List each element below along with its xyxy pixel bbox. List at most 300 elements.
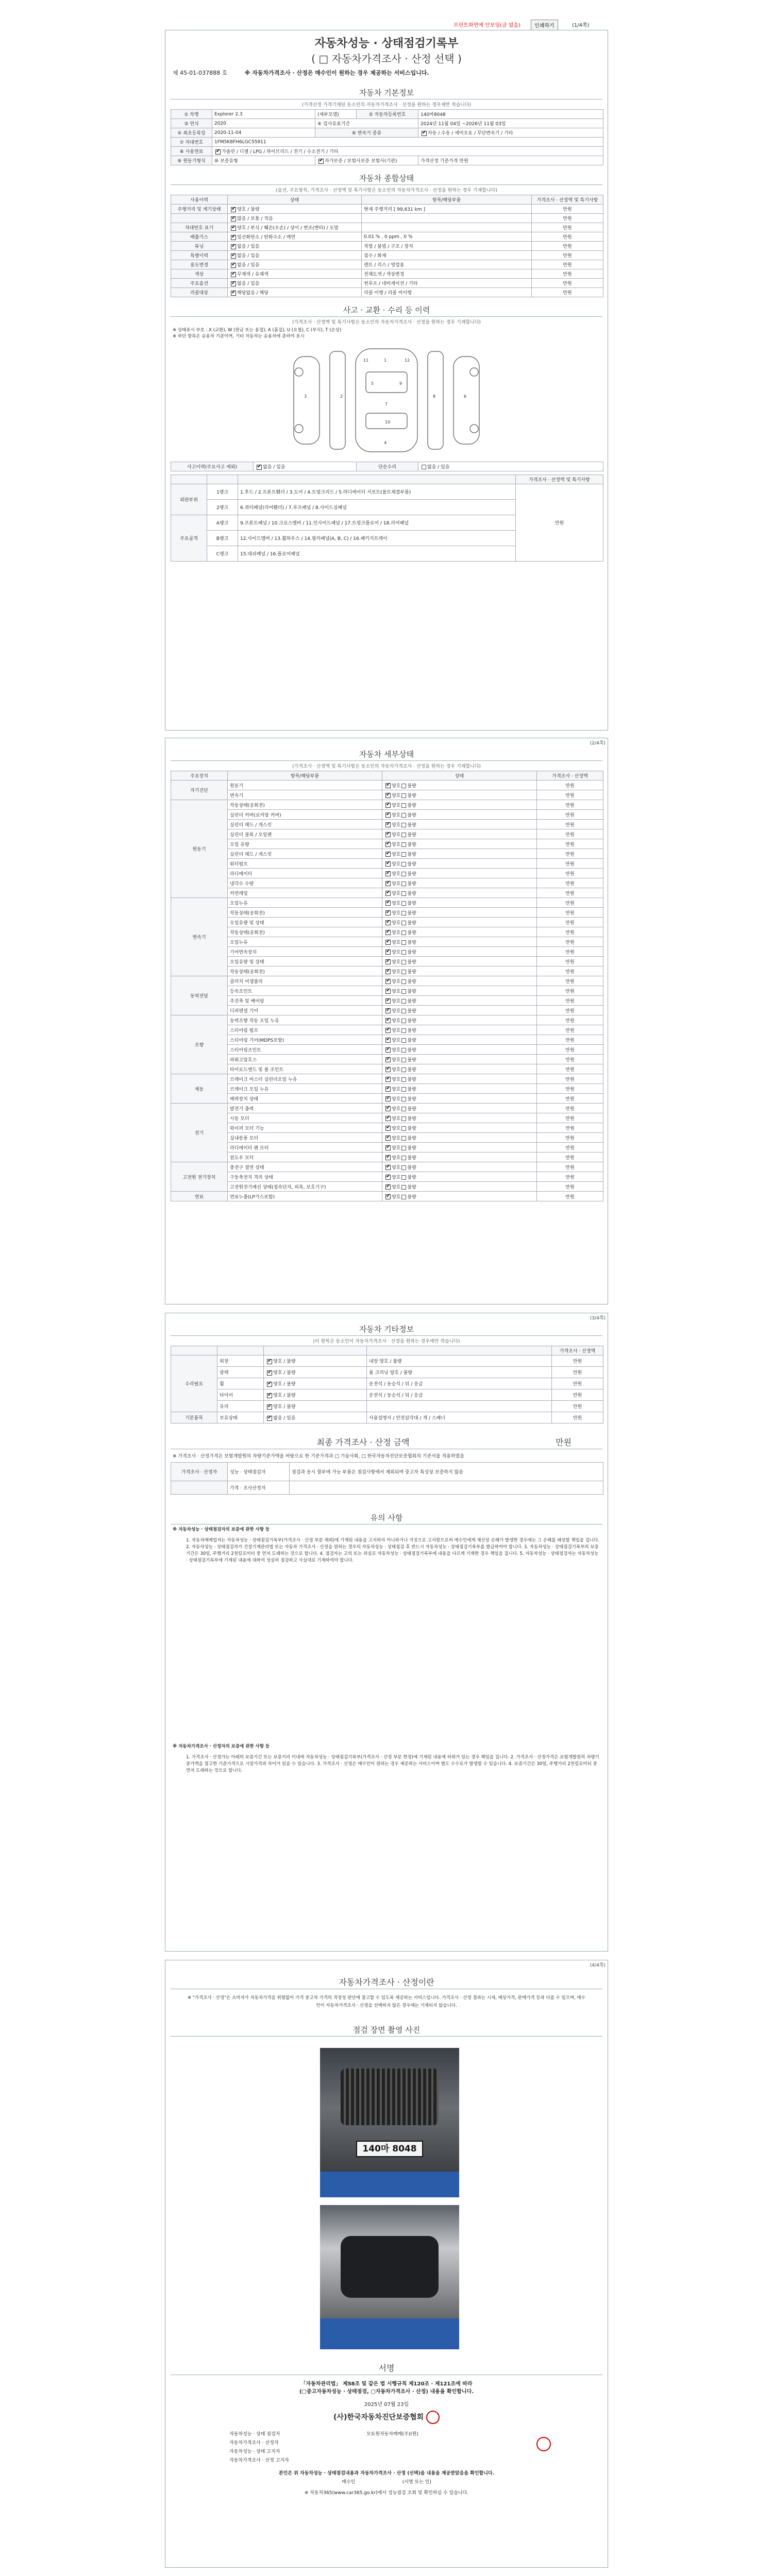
check-icon: [385, 1184, 391, 1190]
state-text: 많음 / 보통 / 적음: [237, 216, 273, 222]
check-icon: [385, 1096, 391, 1101]
box-icon: [401, 1165, 406, 1170]
state-text: 없음 / 있음: [237, 253, 260, 259]
state-text: 불량: [407, 1184, 416, 1190]
check-icon: [231, 207, 236, 212]
table-cell: [382, 986, 537, 996]
final-price-section: [165, 1434, 608, 1495]
table-cell: 주요골격: [171, 515, 207, 562]
table-cell: 2024년 11월 04일 ~2026년 11월 03일: [418, 119, 603, 128]
box-icon: [401, 1067, 406, 1072]
car-body-shape: [341, 2236, 439, 2298]
check-icon: [231, 272, 236, 277]
table-cell: 만원: [537, 976, 603, 986]
table-cell: [382, 937, 537, 947]
check-icon: [231, 291, 236, 296]
table-row: [171, 781, 603, 790]
table-cell: 만원: [532, 288, 603, 297]
table-row: [171, 1084, 603, 1094]
state-text: 불량: [407, 1194, 416, 1200]
accident-section: [165, 302, 608, 562]
table-cell: ⑤ 최초등록일: [171, 128, 212, 138]
table-cell: [367, 1401, 552, 1412]
check-icon: [385, 1155, 391, 1160]
table-header: 가격조사 · 산정액 및 특기사항: [532, 195, 603, 205]
table-cell: [212, 147, 603, 156]
check-icon: [385, 1077, 391, 1082]
diagram-label: 3: [304, 394, 307, 399]
table-cell: [382, 1113, 537, 1123]
check-icon: [231, 226, 236, 231]
table-cell: 12.사이드멤버 / 13.휠하우스 / 14.필러패널(A, B, C) / 16.패키지트레이: [238, 531, 516, 546]
box-icon: [401, 960, 406, 964]
table-cell: ④ 검사유효기간: [315, 119, 418, 128]
box-icon: [401, 1195, 406, 1199]
table-cell: 리콜대상: [171, 288, 228, 297]
check-icon: [385, 1047, 391, 1053]
table-cell: 만원: [537, 1123, 603, 1133]
state-text: 불량: [407, 979, 416, 985]
notes-head-1: ※ 자동차성능 · 상태점검자의 보증에 관한 사항 등: [173, 1527, 270, 1532]
table-cell: 만원: [532, 260, 603, 269]
table-cell: 운전석 / 동승석 / 뒤 / 응급: [367, 1378, 552, 1389]
table-cell: 스티어링 기어(MDPS포함): [228, 1035, 382, 1045]
table-cell: 용도변경: [171, 260, 228, 269]
table-cell: 작동상태(공회전): [228, 927, 382, 937]
state-text: 양호: [392, 812, 401, 818]
table-row: [171, 790, 603, 800]
accident-state-table: [171, 462, 603, 471]
check-icon: [385, 852, 391, 857]
table-cell: 만원: [537, 1055, 603, 1064]
table-cell: [382, 1104, 537, 1113]
table-cell: 만원: [552, 1412, 603, 1423]
state-text: 양호: [392, 969, 401, 975]
price-info-section: [165, 1974, 608, 2015]
table-header-row: [171, 195, 603, 205]
page-2: [165, 738, 608, 1304]
table-row: [171, 878, 603, 888]
table-cell: 만원: [537, 1192, 603, 1201]
table-row: [171, 1064, 603, 1074]
check-icon: [385, 1018, 391, 1023]
box-icon: [401, 803, 406, 808]
state-text: 양호: [392, 1165, 401, 1171]
table-header: 주요장치: [171, 771, 228, 781]
table-row: [171, 110, 603, 119]
state-text: 불량: [407, 998, 416, 1004]
table-cell: 만원: [537, 1182, 603, 1192]
table-cell: [264, 1367, 367, 1378]
check-icon: [385, 1028, 391, 1033]
table-cell: 연료누출(LP가스포함): [228, 1192, 382, 1201]
state-text: 양호: [392, 842, 401, 848]
table-cell: [382, 878, 537, 888]
box-icon: [401, 891, 406, 896]
table-cell: 라디에이터: [228, 869, 382, 878]
table-cell: 모토원자동차매매(주)(원): [366, 2432, 418, 2437]
sign-declaration-1: 「자동차관리법」 제58조 및 같은 법 시행규칙 제120조 · 제121조에 따라: [300, 2381, 473, 2387]
check-icon: [231, 263, 236, 268]
check-icon: [385, 861, 391, 867]
table-cell: [171, 214, 228, 223]
table-cell: Explorer 2.3: [212, 110, 315, 119]
table-row: [171, 156, 603, 165]
state-text: 양호: [392, 822, 401, 828]
table-cell: 오일 유량: [228, 839, 382, 849]
table-cell: [382, 820, 537, 829]
sign-title: 서명: [171, 2360, 602, 2375]
table-cell: ⑨ 원동기형식: [171, 156, 212, 165]
check-icon: [385, 812, 391, 818]
state-text: 해당없음 / 해당: [237, 291, 268, 296]
state-text: 양호: [392, 1145, 401, 1151]
check-icon: [385, 1116, 391, 1121]
table-cell: [382, 1084, 537, 1094]
box-icon: [401, 950, 406, 955]
check-icon: [385, 979, 391, 984]
table-cell: [228, 214, 362, 223]
box-icon: [401, 823, 406, 827]
table-cell: 오일유량 및 상태: [228, 918, 382, 927]
state-text: 양호: [392, 910, 401, 916]
table-cell: 동력전달: [171, 976, 228, 1015]
check-icon: [231, 235, 236, 240]
table-cell: [382, 849, 537, 859]
table-row: [171, 1182, 603, 1192]
table-row: [171, 976, 603, 986]
table-cell: 만원: [532, 269, 603, 279]
table-cell: ⑥ 변속기 종류: [315, 128, 418, 138]
box-icon: [401, 1156, 406, 1160]
table-cell: [290, 1481, 603, 1495]
state-text: 양호: [392, 881, 401, 887]
table-cell: 충전구 절연 상태: [228, 1162, 382, 1172]
table-cell: 수리필요: [171, 1355, 217, 1412]
state-text: 불량: [407, 1008, 416, 1014]
table-cell: 만원: [537, 967, 603, 976]
table-cell: 15.대쉬패널 / 16.플로어패널: [238, 546, 516, 562]
check-icon: [231, 253, 236, 259]
doc-notice: ※ 자동차가격조사 · 산정은 매수인이 원하는 경우 제공하는 서비스입니다.: [244, 70, 429, 76]
overall-table: [171, 195, 603, 297]
table-cell: 배력장치 상태: [228, 1094, 382, 1104]
table-cell: 자동차성능 · 상태 고지자: [229, 2449, 280, 2454]
table-row: [171, 839, 603, 849]
state-text: 불량: [407, 783, 416, 789]
table-cell: 실린더 블록 / 오일팬: [228, 829, 382, 839]
table-row: [171, 260, 603, 269]
table-cell: 만원: [552, 1389, 603, 1401]
table-row: [171, 1192, 603, 1201]
final-price-table: [171, 1462, 603, 1495]
table-cell: [228, 232, 362, 242]
check-icon: [385, 969, 391, 974]
box-icon: [401, 1185, 406, 1190]
car-top-view: [356, 349, 417, 452]
table-cell: 연료: [171, 1192, 228, 1201]
state-text: 불량: [407, 989, 416, 994]
table-cell: 브레이크 마스터 실린더오일 누유: [228, 1074, 382, 1084]
check-icon: [385, 940, 391, 945]
state-text: 양호: [392, 989, 401, 994]
notes-title: 유의 사항: [171, 1510, 602, 1524]
table-cell: 클러치 어셈블리: [228, 976, 382, 986]
table-header: 항목/해당부품: [228, 771, 382, 781]
table-cell: 스티어링조인트: [228, 1045, 382, 1055]
state-text: 불량: [407, 1077, 416, 1082]
state-text: 불량: [407, 861, 416, 867]
table-cell: [362, 223, 532, 232]
table-cell: 만원: [537, 1074, 603, 1084]
state-text: 양호: [392, 793, 401, 799]
table-cell: 1.후드 / 2.프론트휀더 / 3.도어 / 4.트렁크리드 / 5.라디에이터 서포트(볼트체결부품): [238, 484, 516, 500]
state-text: 불량: [407, 969, 416, 975]
table-cell: 변속기: [228, 790, 382, 800]
table-row: [171, 1378, 603, 1389]
rank-table: [171, 474, 603, 562]
page-number-3: (3/4쪽): [590, 1316, 606, 1321]
state-text: 불량: [407, 812, 416, 818]
state-text: 양호: [392, 1106, 401, 1112]
check-icon: [267, 1416, 272, 1421]
check-icon: [267, 1404, 272, 1410]
table-cell: 만원: [537, 986, 603, 996]
check-icon: [385, 1106, 391, 1111]
price-info-body: ※ "가격조사 · 산정"은 소비자가 자동차가격을 위험없이 가격 중고차 가격의 적정성 판단에 참고할 수 있도록 제공하는 서비스입니다. 가격조사 · 산정 결과는 시세, 예상가격, 판매가격 등과 다를 수 있으며, 매수인이 자동차가격조사 · 산정을 선택하지 않은 경우에는 기재되지 않습니다.: [188, 1995, 585, 2008]
page-number-2: (2/4쪽): [590, 741, 606, 746]
state-text: 불량: [407, 891, 416, 896]
price-info-title: 자동차가격조사 · 산정이란: [171, 1974, 602, 1989]
sign-footer-2: 매수인 (서명 또는 인): [342, 2480, 431, 2485]
document-number-line: [165, 65, 608, 80]
sign-date: 2025년 07월 23일: [364, 2402, 409, 2408]
state-text: 불량: [407, 1067, 416, 1073]
table-row: [171, 1412, 603, 1423]
page-number-4: (4/4쪽): [590, 1963, 606, 1968]
table-row: [171, 829, 603, 839]
table-cell: [382, 859, 537, 869]
table-cell: A랭크: [207, 515, 238, 531]
page-number-1: (1/4쪽): [572, 23, 590, 28]
check-icon: [267, 1393, 272, 1398]
table-row: [227, 2438, 485, 2447]
fuel-options: 가솔린 / 디젤 / LPG / 하이브리드 / 전기 / 수소전기 / 기타: [222, 149, 339, 155]
state-text: 불량: [407, 910, 416, 916]
check-icon: [385, 959, 391, 964]
box-icon: [401, 901, 406, 906]
table-row: [171, 1481, 603, 1495]
table-header: [207, 475, 238, 484]
basic-info-title: 자동차 기본정보: [171, 85, 602, 99]
state-text: 양호: [392, 861, 401, 867]
transmission-options: 자동 / 수동 / 세미오토 / 무단변속기 / 기타: [428, 131, 513, 136]
table-cell: 워터펌프: [228, 859, 382, 869]
table-cell: [382, 1182, 537, 1192]
table-cell: ① 차명: [171, 110, 212, 119]
table-row: [171, 1074, 603, 1084]
notes-body-2: 1. 가격조사 · 산정가는 아래의 보증기간 또는 보증거리 이내에 자동차성능 · 상태점검기록부(가격조사 · 산정 부분 한정)에 기재된 내용에 허위가 있는 경우 책임을 집니다. 2. 가격조사 · 산정가격은 보험개발원의 차량기준가액을 참고한 기준가격으로 시장가격과 차이가 있을 수 있습니다. 3. 가격조사 · 산정은 매수인이 원하는 경우 제공하는 서비스이며 별도 수수료가 발생할 수 있습니다. 4. 보증기간은 30일, 주행거리 2천킬로미터 중 먼저 도래하는 것으로 합니다.: [186, 1755, 599, 1773]
check-icon: [385, 950, 391, 955]
state-text: 양호: [392, 1087, 401, 1092]
state-text: 무채색 / 유채색: [237, 272, 268, 277]
state-text: 불량: [407, 1038, 416, 1043]
table-cell: 만원: [537, 888, 603, 898]
check-icon: [385, 989, 391, 994]
table-row: [171, 957, 603, 967]
table-cell: 만원: [537, 1162, 603, 1172]
table-cell: [382, 1162, 537, 1172]
table-cell: 동력조향 작동 오일 누유: [228, 1015, 382, 1025]
check-icon: [385, 1067, 391, 1072]
table-cell: 전체도색 / 색상변경: [362, 269, 532, 279]
state-text: 양호: [392, 832, 401, 838]
table-cell: [382, 1123, 537, 1133]
table-cell: [228, 223, 362, 232]
basic-info-subtitle: (가격산정 가격기재된 동소인의 자동차가격조사 · 산정을 원하는 경우제반 적습니다): [301, 103, 472, 108]
state-text: 불량: [407, 950, 416, 955]
table-cell: 만원: [537, 918, 603, 927]
table-cell: 만원: [532, 251, 603, 260]
check-icon: [385, 1165, 391, 1170]
table-cell: [382, 1045, 537, 1055]
table-cell: 특별이력: [171, 251, 228, 260]
table-row: [171, 810, 603, 820]
table-cell: [382, 1133, 537, 1143]
table-cell: 만원: [537, 1035, 603, 1045]
table-cell: [382, 781, 537, 790]
table-cell: 만원: [532, 205, 603, 214]
table-row: [171, 1133, 603, 1143]
table-cell: 라디에이터 팬 모터: [228, 1143, 382, 1153]
table-cell: [264, 1401, 367, 1412]
state-text: 양호: [392, 920, 401, 926]
table-cell: 제동: [171, 1074, 228, 1104]
table-cell: [264, 1389, 367, 1401]
diagram-label: 7: [385, 402, 388, 406]
table-row: [171, 1015, 603, 1025]
state-text: 불량: [407, 930, 416, 936]
table-cell: 광택: [217, 1367, 264, 1378]
table-cell: 만원: [537, 937, 603, 947]
table-cell: 만원: [537, 957, 603, 967]
table-cell: 윈도우 모터: [228, 1153, 382, 1162]
state-text: 양호 / 부식 / 훼손(오손) / 상이 / 변조(변타) / 도말: [237, 226, 339, 231]
table-cell: [364, 2438, 485, 2447]
table-cell: 실린더 헤드 / 개스킷: [228, 820, 382, 829]
page-1: [165, 30, 608, 731]
table-row: [171, 1143, 603, 1153]
table-row: [171, 1123, 603, 1133]
table-cell: ⑦ 차대번호: [171, 138, 212, 147]
state-text: 양호: [392, 852, 401, 857]
rear-photo: [320, 2205, 459, 2349]
box-icon: [401, 989, 406, 994]
table-cell: 룸 크리닝 양호 / 불량: [367, 1367, 552, 1378]
box-icon: [401, 940, 406, 945]
state-text: 불량: [407, 822, 416, 828]
overall-title: 자동차 종합상태: [171, 171, 602, 185]
state-text: 양호: [392, 1126, 401, 1131]
box-icon: [401, 862, 406, 867]
state-text: 양호 / 불량: [273, 1382, 296, 1387]
other-title: 자동차 기타정보: [171, 1321, 602, 1336]
state-text: 양호: [392, 1175, 401, 1180]
check-icon: [267, 1370, 272, 1376]
table-cell: 만원: [537, 781, 603, 790]
table-cell: 사고이력(주요사고 제외): [171, 462, 254, 471]
state-text: 불량: [407, 1047, 416, 1053]
state-text: 양호: [392, 1038, 401, 1043]
basic-info-section: [165, 85, 608, 165]
state-text: 불량: [407, 1096, 416, 1102]
box-icon: [401, 784, 406, 788]
state-text: 양호: [392, 1194, 401, 1200]
diagram-label: 10: [385, 420, 391, 425]
other-subtitle: (이 항목은 동소인이 자동차가격조사 · 산정을 원하는 경우에만 적습니다): [313, 1339, 460, 1344]
box-icon: [401, 872, 406, 876]
state-text: 양호: [392, 1155, 401, 1161]
table-cell: 와이퍼 모터 기능: [228, 1123, 382, 1133]
doc-no-label: 제: [173, 70, 178, 76]
table-cell: 1랭크: [207, 484, 238, 500]
check-icon: [267, 1382, 272, 1387]
state-text: 불량: [407, 1106, 416, 1112]
check-icon: [385, 901, 391, 906]
box-icon: [401, 1097, 406, 1101]
check-icon: [385, 910, 391, 916]
other-table: [171, 1346, 603, 1423]
check-icon: [385, 832, 391, 837]
table-cell: 브레이크 오일 누유: [228, 1084, 382, 1094]
state-text: 불량: [407, 920, 416, 926]
check-icon: [385, 881, 391, 886]
table-cell: [228, 260, 362, 269]
car-front-panel: [330, 351, 345, 449]
table-cell: (세부모델): [315, 110, 357, 119]
box-icon: [401, 1028, 406, 1033]
table-cell: 만원: [537, 1143, 603, 1153]
state-text: 불량: [407, 1175, 416, 1180]
table-cell: [228, 242, 362, 251]
state-text: 양호: [392, 950, 401, 955]
notes-body-1: 1. 자동차매매업자는 자동차성능 · 상태점검기록부(가격조사 · 산정 부분 제외)에 기재된 내용을 고지하지 아니하거나 거짓으로 고지함으로써 매수인에게 재산상 손해가 발생한 경우에는 그 손해를 배상할 책임을 집니다. 2. 자동차성능 · 상태점검자가 건설기계관리법 또는 자동차 가격조사 · 산정을 원하는 경우의 자동차성능 · 상태점검 후 반드시 자동차성능 · 상태점검기록부를 발급하여야 합니다. 3. 자동차성능 · 상태점검기록부의 보증기간은 30일, 주행거리 2천킬로미터 중 먼저 도래하는 것으로 합니다. 4. 점검자는 고의 또는 과실로 자동차성능 · 상태점검기록부에 내용을 다르게 기재한 경우 책임을 집니다. 5. 자동차성능 · 상태점검자는 자동차성능 · 상태점검기록부에 기재된 내용에 대하여 성실히 점검하고 사실대로 기재하여야 합니다.: [186, 1538, 600, 1563]
table-cell: [382, 1074, 537, 1084]
table-header: [171, 475, 207, 484]
box-icon: [401, 842, 406, 847]
print-button[interactable]: 인쇄하기: [531, 20, 558, 30]
other-section: [165, 1321, 608, 1423]
state-text: 불량: [407, 881, 416, 887]
table-row: [227, 2429, 485, 2438]
state-text: 양호: [392, 871, 401, 877]
table-row: [171, 1153, 603, 1162]
table-row: [171, 849, 603, 859]
state-text: 불량: [407, 1116, 416, 1122]
table-row: [171, 1104, 603, 1113]
table-row: [171, 242, 603, 251]
table-cell: 만원: [537, 790, 603, 800]
table-cell: 점검과 동시 할부에 가능 부품은 점검사항에서 제외되며 중고차 특성상 보증하지 않음: [290, 1463, 603, 1481]
table-cell: [382, 898, 537, 908]
table-row: [171, 279, 603, 288]
check-icon: [385, 783, 391, 788]
state-text: 불량: [407, 803, 416, 808]
table-cell: [264, 1412, 367, 1423]
box-icon: [401, 1126, 406, 1131]
box-icon: [401, 793, 406, 798]
table-header: [264, 1346, 367, 1355]
